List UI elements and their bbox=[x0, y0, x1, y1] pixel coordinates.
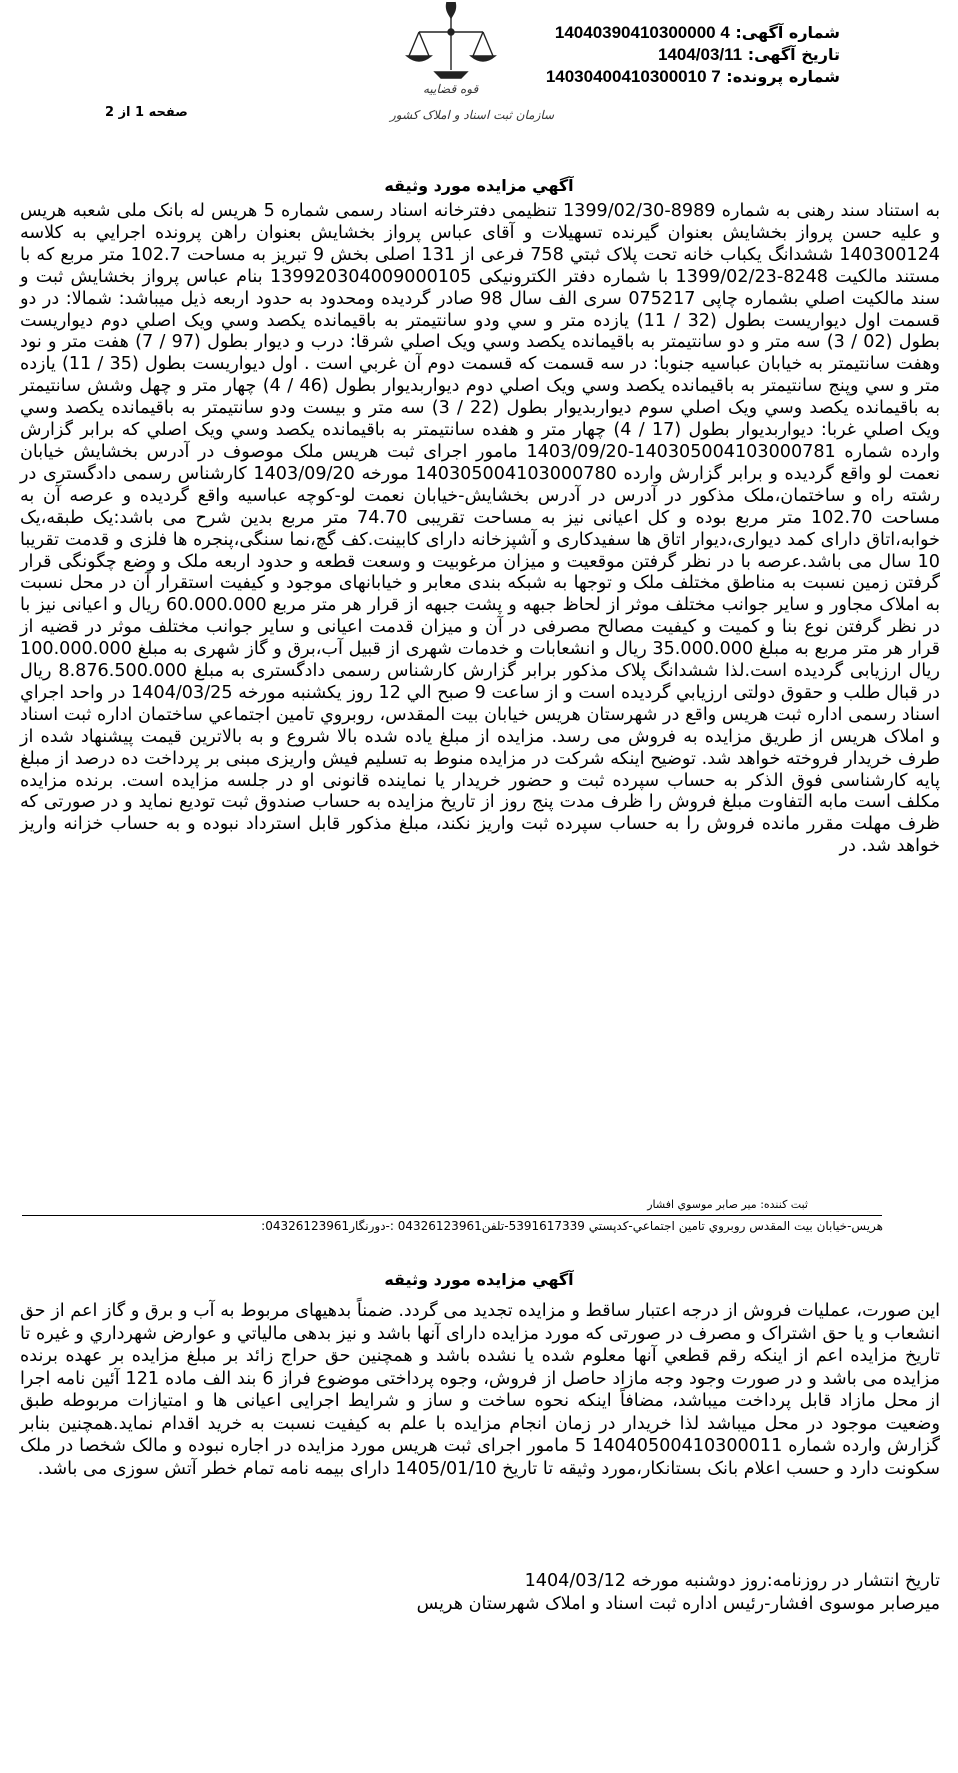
registrar bbox=[647, 1198, 808, 1211]
registrar-name: میر صابر موسوي افشار bbox=[647, 1198, 757, 1211]
publish-date-line: تاریخ انتشار در روزنامه:روز دوشنبه مورخه 1404/03/12 bbox=[524, 1571, 940, 1591]
emblem-caption-organization: سازمان ثبت اسناد و املاک کشور bbox=[390, 108, 555, 122]
notice-date-row bbox=[546, 44, 840, 66]
notice-number-label: شماره آگهی: bbox=[735, 23, 840, 42]
section1-title: آگهي مزايده مورد وثيقه bbox=[384, 176, 574, 195]
section2-title: آگهي مزايده مورد وثيقه bbox=[384, 1270, 574, 1289]
emblem-caption-judiciary: قوه قضاییه bbox=[423, 82, 479, 96]
page-indicator: صفحه 1 از 2 bbox=[105, 105, 188, 120]
file-number-label: شماره پرونده: bbox=[726, 67, 840, 86]
office-contact-footer: هریس-خیابان بیت المقدس روبروي تامین اجتماعي-کدپستي 5391617339-تلفن04326123961 :-دورنگار04326123961: bbox=[261, 1219, 883, 1233]
file-number-row bbox=[546, 66, 840, 88]
footer-divider bbox=[22, 1215, 882, 1216]
notice-number: 14040390410300000 4 bbox=[554, 23, 730, 42]
file-number: 14030400410300010 7 bbox=[545, 67, 721, 86]
section1-body: به استناد سند رهنی به شماره 8989-1399/02/30 تنظیمی دفترخانه اسناد رسمی شماره 5 هریس له بانک ملی شعبه هریس و علیه حسن پرواز بخشایش بعنوان گیرنده تسهیلات و آقای عباس پرواز بخشایش بعنوان راهن پرونده اجرایي به کلاسه 140300124 ششدانگ یکباب خانه تحت پلاک ثبتي 758 فرعی از 131 اصلی بخش 9 تبریز به مساحت 102.7 متر مربع که با مستند مالکیت 8248-1399/02/23 با شماره دفتر الکترونیکی 139920304009000105 بنام عباس پرواز بخشایش ثبت و سند مالکیت اصلي بشماره چاپی 075217 سری الف سال 98 صادر گردیده ومحدود به حدود اربعه ذیل میباشد: شمالا: در دو قسمت اول دیواریست بطول (32 / 11) یازده متر و سي ودو سانتيمتر به باقیمانده یکصد وسي ویک اصلي دوم دیواریست بطول (02 / 3) سه متر و دو سانتیمتر به باقیمانده یکصد وسي ویک اصلي شرقا: درب و دیوار بطول (97 / 7) هفت متر و نود وهفت سانتیمتر به خیابان عباسیه جنوبا: در سه قسمت که قسمت دوم آن غربي است . اول دیواریست بطول (35 / 11) یازده متر و سي وپنج سانتیمتر به باقیمانده یکصد وسي ویک اصلي دوم دیواربدیوار بطول (46 / 4) چهار متر و چهل وشش سانتیمتر به باقیمانده یکصد وسي ویک اصلي سوم دیواربدیوار بطول (22 / 3) سه متر و بیست ودو سانتیمتر به باقیمانده یکصد وسي ویک اصلي غربا: دیواربدیوار بطول (17 / 4) چهار متر و هفده سانتیمتر به باقیمانده یکصد وسي ویک اصلي که برابر گزارش وارده شماره 140305004103000781-1403/09/20 مامور اجرای ثبت هریس ملک موصوف در آدرس بخشایش خیابان نعمت لو واقع گردیده و برابر گزارش وارده 140305004103000780 مورخه 1403/09/20 کارشناس رسمی دادگستری در رشته راه و ساختمان،ملک مذکور در آدرس در آدرس بخشایش-خیابان نعمت لو-کوچه عباسیه واقع گردیده و عرصه آن به مساحت 102.70 متر مربع بوده و کل اعیانی نیز به مساحت تقریبی 74.70 متر مربع بدین شرح می باشد:یک طبقه،یک خوابه،اتاق دارای کمد دیواری،دیوار اتاق ها سفیدکاری و آشپزخانه دارای کابینت.کف گچ،نما سنگی،پنجره ها فلزی و قدمت تقریبا 10 سال می باشد.عرصه با در نظر گرفتن موقعیت و میزان مرغوبیت و وسعت قطعه و حدود اربعه ملک و وضع چگونگی قرار گرفتن زمین نسبت به مناطق مختلف ملک و توجها به شبکه بندی معابر و خیابانهای موجود و کیفیت استقرار آن در محل نسبت به املاک مجاور و سایر جوانب مختلف موثر از لحاظ جبهه و پشت جبهه از قرار هر متر مربع 60.000.000 ریال و اعیانی نیز با در نظر گرفتن نوع بنا و کمیت و کیفیت مصالح مصرفی در آن و میزان قدمت اعیانی و سایر جوانب مختلف موثر در قضیه از قرار هر متر مربع به مبلغ 35.000.000 ریال و انشعابات و خدمات شهری از قبیل آب،برق و گاز شهری به مبلغ 100.000.000 ریال ارزیابی گردیده است.لذا ششدانگ پلاک مذکور برابر گزارش کارشناس رسمی دادگستری به مبلغ 8.876.500.000 ریال در قبال طلب و حقوق دولتی ارزیابي گردیده است و از ساعت 9 صبح الي 12 روز یکشنبه مورخه 1404/03/25 در واحد اجراي اسناد رسمی اداره ثبت هریس واقع در شهرستان هریس خیابان بیت المقدس، روبروي تامین اجتماعي ساختمان اداره ثبت اسناد و املاک هریس از طریق مزایده به فروش می رسد. مزایده از مبلغ یاده شده بالا شروع و به بالاترین قیمت پیشنهاد شده از طرف خریدار فروخته خواهد شد. توضیح اینکه شرکت در مزایده منوط به تسلیم فیش واریزی مبنی بر پرداخت ده درصد از مبلغ پایه کارشناسی فوق الذکر به حساب سپرده ثبت و حضور خریدار یا نماینده قانونی او در جلسه مزایده است. برنده مزایده مکلف است مابه التفاوت مبلغ فروش را ظرف مدت پنج روز از تاریخ مزایده به حساب صندوق ثبت تودیع نماید و در صورتی که ظرف مهلت مقرر مانده فروش را به حساب سپرده ثبت واریز نکند، مبلغ مذکور قابل استرداد نبوده و به حساب خزانه واریز خواهد شد. در bbox=[20, 201, 941, 857]
notice-meta bbox=[546, 22, 840, 88]
judiciary-emblem bbox=[390, 0, 555, 135]
notice-number-row bbox=[546, 22, 840, 44]
notice-date-label: تاریخ آگهی: bbox=[747, 45, 840, 64]
section2-body: این صورت، عملیات فروش از درجه اعتبار ساقط و مزایده تجدید می گردد. ضمناً بدهیهای مربوط به آب و برق و گاز اعم از حق انشعاب و یا حق اشتراک و مصرف در صورتی که مورد مزایده دارای آنها باشد و نیز بدهی مالیاتي و عوارض شهرداري و غیره تا تاریخ مزایده اعم از اینکه رقم قطعي آنها معلوم شده یا نشده باشد و همچنین حق حراج زائد بر مبلغ مزایده بر عهده برنده مزایده می باشد و در صورت وجود وجه مازاد حاصل از فروش، وجوه پرداختی موضوع فراز 6 بند الف ماده 121 آئین نامه اجرا از محل مازاد قابل پرداخت میباشد، مضافاً اینکه نحوه ساخت و ساز و شرایط اجرایی اعیانی ها و امتیازات مربوطه طبق وضعیت موجود در محل میباشد لذا خریدار در زمان انجام مزایده با علم به کیفیت نسبت به خرید اقدام نماید.همچنین بنابر گزارش وارده شماره 14040500410300011 5 مامور اجرای ثبت هریس مورد مزایده در اجاره نبوده و مالک شخصا در ملک سکونت دارد و حسب اعلام بانک بستانکار،مورد وثیقه تا تاریخ 1405/01/10 دارای بیمه نامه تمام خطر آتش سوزی می باشد. bbox=[20, 1301, 940, 1479]
notice-date: 1404/03/11 bbox=[657, 45, 743, 64]
signature-line: میرصابر موسوی افشار-رئیس اداره ثبت اسناد و املاک شهرستان هریس bbox=[416, 1594, 940, 1614]
registrar-label: ثبت کننده: bbox=[760, 1198, 808, 1211]
